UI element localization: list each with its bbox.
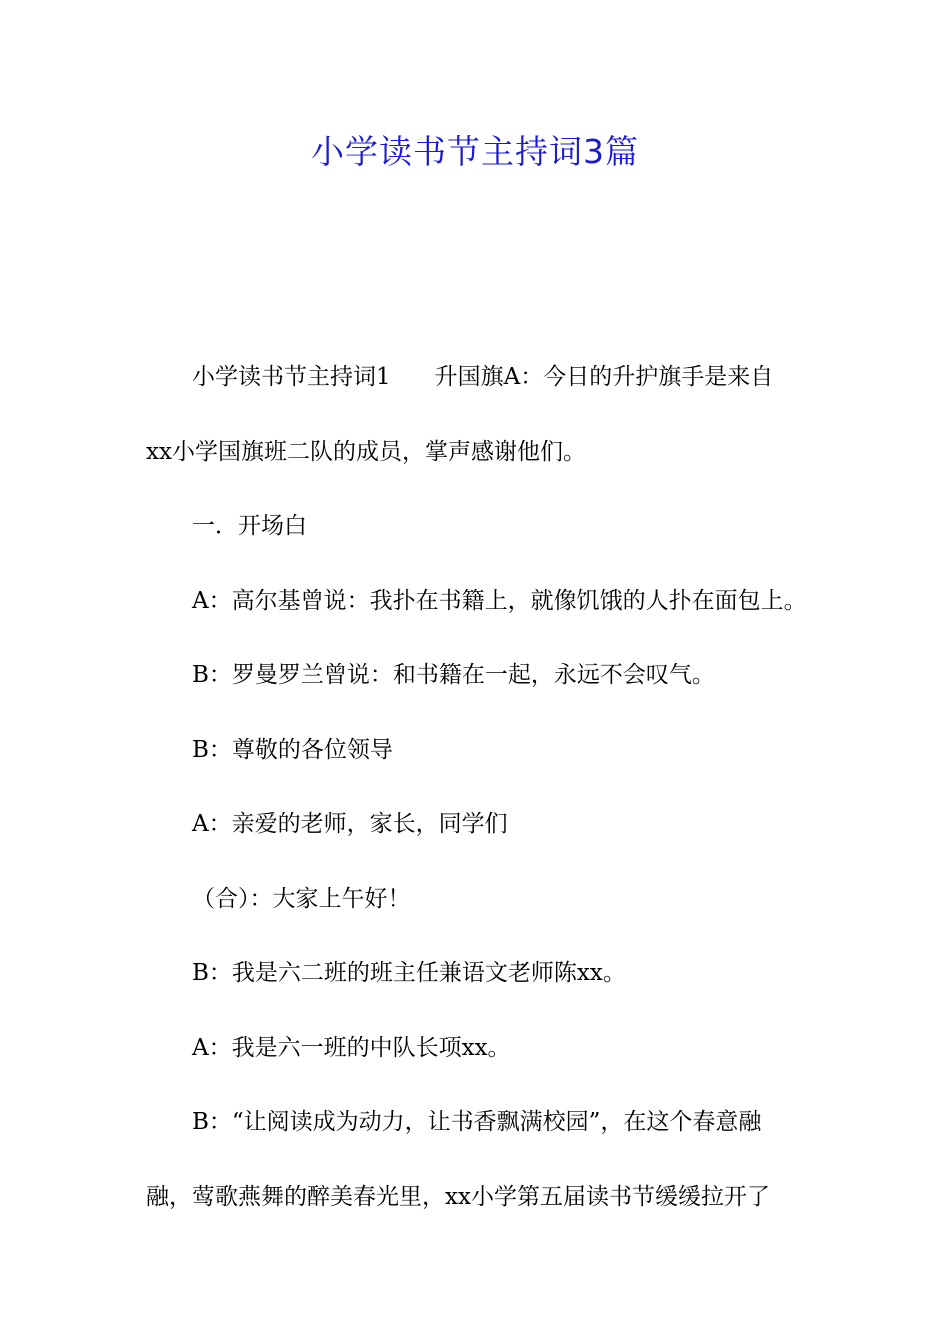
paragraph-line-11: B：“让阅读成为动力，让书香飘满校园”，在这个春意融 [192,1109,762,1135]
paragraph-line-6: B：尊敬的各位领导 [192,736,393,763]
paragraph-line-9: B：我是六二班的班主任兼语文老师陈xx。 [192,960,626,986]
paragraph-line-7: A：亲爱的老师，家长，同学们 [192,811,508,837]
paragraph-line-12: 融，莺歌燕舞的醉美春光里，xx小学第五届读书节缓缓拉开了 [146,1183,770,1210]
paragraph-line-4: A：高尔基曾说：我扑在书籍上，就像饥饿的人扑在面包上。 [192,587,807,614]
paragraph-line-3: 一．开场白 [192,513,307,539]
document-body [146,340,826,1234]
paragraph-text: 升国旗A：今日的升护旗手是来自 [434,364,774,390]
paragraph-line-5: B：罗曼罗兰曾说：和书籍在一起，永远不会叹气。 [192,662,715,688]
paragraph-line-1 [146,340,826,415]
paragraph-line-2: xx小学国旗班二队的成员，掌声感谢他们。 [146,438,586,465]
section-heading: 小学读书节主持词1 [192,364,391,390]
paragraph-line-10: A：我是六一班的中队长项xx。 [192,1034,511,1061]
paragraph-line-8: （合）：大家上午好！ [192,885,411,912]
document-title: 小学读书节主持词3篇 [311,132,639,171]
